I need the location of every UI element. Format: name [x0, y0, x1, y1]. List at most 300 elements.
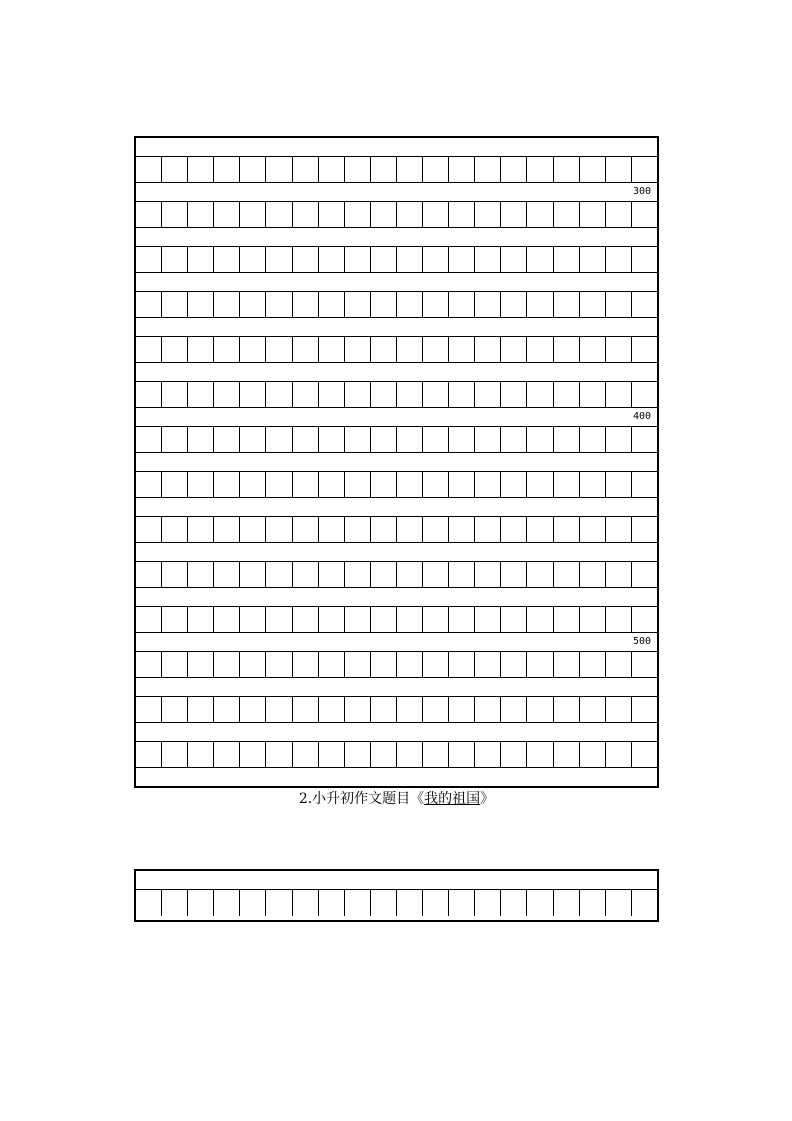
writing-cell[interactable]: [188, 247, 214, 272]
writing-cell[interactable]: [501, 247, 527, 272]
writing-cell[interactable]: [136, 202, 162, 227]
writing-cell[interactable]: [266, 562, 292, 587]
writing-cell[interactable]: [319, 517, 345, 542]
writing-cell[interactable]: [475, 292, 501, 317]
writing-cell[interactable]: [345, 742, 371, 767]
writing-cell[interactable]: [527, 247, 553, 272]
writing-cell[interactable]: [501, 157, 527, 182]
writing-cell[interactable]: [345, 517, 371, 542]
writing-cell[interactable]: [632, 652, 657, 677]
writing-cell[interactable]: [632, 890, 657, 916]
writing-cell[interactable]: [162, 697, 188, 722]
writing-cell[interactable]: [371, 562, 397, 587]
writing-cell[interactable]: [632, 742, 657, 767]
writing-cell[interactable]: [606, 247, 632, 272]
writing-cell[interactable]: [214, 202, 240, 227]
writing-cell[interactable]: [475, 517, 501, 542]
writing-cell[interactable]: [580, 742, 606, 767]
writing-cell[interactable]: [371, 652, 397, 677]
writing-cell[interactable]: [580, 157, 606, 182]
writing-cell[interactable]: [371, 337, 397, 362]
writing-cell[interactable]: [188, 607, 214, 632]
writing-cell[interactable]: [214, 247, 240, 272]
writing-cell[interactable]: [136, 292, 162, 317]
writing-cell[interactable]: [319, 472, 345, 497]
writing-cell[interactable]: [371, 742, 397, 767]
writing-cell[interactable]: [475, 427, 501, 452]
writing-cell[interactable]: [632, 607, 657, 632]
writing-cell[interactable]: [240, 337, 266, 362]
writing-cell[interactable]: [136, 607, 162, 632]
writing-cell[interactable]: [449, 157, 475, 182]
writing-cell[interactable]: [345, 337, 371, 362]
writing-cell[interactable]: [266, 652, 292, 677]
writing-cell[interactable]: [214, 652, 240, 677]
writing-cell[interactable]: [423, 157, 449, 182]
writing-cell[interactable]: [527, 652, 553, 677]
writing-cell[interactable]: [162, 652, 188, 677]
writing-cell[interactable]: [319, 157, 345, 182]
writing-cell[interactable]: [527, 697, 553, 722]
writing-cell[interactable]: [371, 247, 397, 272]
writing-cell[interactable]: [266, 607, 292, 632]
writing-cell[interactable]: [475, 607, 501, 632]
writing-cell[interactable]: [606, 292, 632, 317]
writing-cell[interactable]: [475, 652, 501, 677]
writing-cell[interactable]: [214, 890, 240, 916]
writing-cell[interactable]: [214, 157, 240, 182]
writing-cell[interactable]: [240, 742, 266, 767]
writing-cell[interactable]: [527, 382, 553, 407]
writing-cell[interactable]: [214, 427, 240, 452]
writing-cell[interactable]: [632, 562, 657, 587]
writing-cell[interactable]: [449, 652, 475, 677]
writing-cell[interactable]: [266, 517, 292, 542]
writing-cell[interactable]: [345, 562, 371, 587]
writing-cell[interactable]: [632, 472, 657, 497]
writing-cell[interactable]: [449, 382, 475, 407]
writing-cell[interactable]: [293, 742, 319, 767]
writing-cell[interactable]: [449, 292, 475, 317]
writing-cell[interactable]: [162, 517, 188, 542]
writing-cell[interactable]: [475, 337, 501, 362]
writing-cell[interactable]: [293, 247, 319, 272]
writing-cell[interactable]: [475, 697, 501, 722]
writing-cell[interactable]: [136, 337, 162, 362]
writing-cell[interactable]: [371, 427, 397, 452]
writing-cell[interactable]: [449, 472, 475, 497]
writing-cell[interactable]: [527, 517, 553, 542]
writing-cell[interactable]: [501, 472, 527, 497]
writing-cell[interactable]: [371, 697, 397, 722]
writing-cell[interactable]: [580, 292, 606, 317]
writing-cell[interactable]: [580, 607, 606, 632]
writing-cell[interactable]: [188, 382, 214, 407]
writing-cell[interactable]: [371, 517, 397, 542]
writing-cell[interactable]: [475, 157, 501, 182]
writing-cell[interactable]: [188, 427, 214, 452]
writing-cell[interactable]: [293, 697, 319, 722]
writing-cell[interactable]: [162, 742, 188, 767]
writing-cell[interactable]: [554, 517, 580, 542]
writing-cell[interactable]: [136, 562, 162, 587]
writing-cell[interactable]: [554, 697, 580, 722]
writing-cell[interactable]: [527, 562, 553, 587]
writing-cell[interactable]: [423, 652, 449, 677]
writing-cell[interactable]: [475, 247, 501, 272]
writing-cell[interactable]: [319, 742, 345, 767]
writing-cell[interactable]: [606, 427, 632, 452]
writing-cell[interactable]: [449, 337, 475, 362]
writing-cell[interactable]: [162, 202, 188, 227]
writing-cell[interactable]: [501, 697, 527, 722]
writing-cell[interactable]: [423, 562, 449, 587]
writing-cell[interactable]: [449, 247, 475, 272]
writing-cell[interactable]: [266, 697, 292, 722]
writing-cell[interactable]: [580, 562, 606, 587]
writing-cell[interactable]: [475, 202, 501, 227]
writing-cell[interactable]: [606, 202, 632, 227]
writing-cell[interactable]: [632, 157, 657, 182]
writing-cell[interactable]: [188, 697, 214, 722]
writing-cell[interactable]: [580, 247, 606, 272]
writing-cell[interactable]: [554, 472, 580, 497]
writing-cell[interactable]: [449, 562, 475, 587]
writing-cell[interactable]: [632, 202, 657, 227]
writing-cell[interactable]: [188, 562, 214, 587]
writing-cell[interactable]: [397, 562, 423, 587]
writing-cell[interactable]: [319, 427, 345, 452]
writing-cell[interactable]: [162, 292, 188, 317]
writing-cell[interactable]: [580, 202, 606, 227]
writing-cell[interactable]: [319, 697, 345, 722]
writing-cell[interactable]: [266, 292, 292, 317]
writing-cell[interactable]: [606, 697, 632, 722]
writing-cell[interactable]: [606, 652, 632, 677]
writing-cell[interactable]: [319, 652, 345, 677]
writing-cell[interactable]: [632, 382, 657, 407]
writing-cell[interactable]: [214, 292, 240, 317]
writing-cell[interactable]: [475, 472, 501, 497]
writing-cell[interactable]: [319, 247, 345, 272]
writing-cell[interactable]: [240, 382, 266, 407]
writing-cell[interactable]: [371, 472, 397, 497]
writing-cell[interactable]: [136, 247, 162, 272]
writing-cell[interactable]: [345, 292, 371, 317]
writing-cell[interactable]: [423, 697, 449, 722]
writing-cell[interactable]: [188, 517, 214, 542]
writing-cell[interactable]: [345, 890, 371, 916]
writing-cell[interactable]: [554, 742, 580, 767]
writing-cell[interactable]: [580, 382, 606, 407]
writing-cell[interactable]: [632, 517, 657, 542]
writing-cell[interactable]: [606, 562, 632, 587]
writing-cell[interactable]: [293, 202, 319, 227]
writing-cell[interactable]: [136, 652, 162, 677]
writing-cell[interactable]: [423, 890, 449, 916]
writing-cell[interactable]: [423, 337, 449, 362]
writing-cell[interactable]: [554, 607, 580, 632]
writing-cell[interactable]: [423, 427, 449, 452]
writing-cell[interactable]: [606, 517, 632, 542]
writing-cell[interactable]: [371, 202, 397, 227]
writing-cell[interactable]: [240, 517, 266, 542]
writing-cell[interactable]: [371, 607, 397, 632]
writing-cell[interactable]: [240, 202, 266, 227]
writing-cell[interactable]: [136, 157, 162, 182]
writing-cell[interactable]: [449, 890, 475, 916]
writing-cell[interactable]: [397, 517, 423, 542]
writing-cell[interactable]: [397, 890, 423, 916]
writing-cell[interactable]: [188, 337, 214, 362]
writing-cell[interactable]: [397, 157, 423, 182]
writing-cell[interactable]: [632, 697, 657, 722]
writing-cell[interactable]: [266, 382, 292, 407]
writing-cell[interactable]: [162, 247, 188, 272]
writing-cell[interactable]: [188, 202, 214, 227]
writing-cell[interactable]: [606, 472, 632, 497]
writing-cell[interactable]: [554, 202, 580, 227]
writing-cell[interactable]: [136, 382, 162, 407]
writing-cell[interactable]: [240, 607, 266, 632]
writing-cell[interactable]: [423, 517, 449, 542]
writing-cell[interactable]: [214, 517, 240, 542]
writing-cell[interactable]: [266, 890, 292, 916]
writing-cell[interactable]: [293, 517, 319, 542]
writing-cell[interactable]: [345, 472, 371, 497]
writing-cell[interactable]: [293, 607, 319, 632]
writing-cell[interactable]: [449, 697, 475, 722]
writing-cell[interactable]: [188, 890, 214, 916]
writing-cell[interactable]: [397, 202, 423, 227]
writing-cell[interactable]: [266, 337, 292, 362]
writing-cell[interactable]: [527, 337, 553, 362]
writing-cell[interactable]: [162, 382, 188, 407]
writing-cell[interactable]: [397, 427, 423, 452]
writing-cell[interactable]: [188, 742, 214, 767]
writing-cell[interactable]: [580, 652, 606, 677]
writing-cell[interactable]: [240, 697, 266, 722]
writing-cell[interactable]: [397, 337, 423, 362]
writing-cell[interactable]: [580, 427, 606, 452]
writing-cell[interactable]: [501, 742, 527, 767]
writing-cell[interactable]: [345, 202, 371, 227]
writing-cell[interactable]: [554, 890, 580, 916]
writing-cell[interactable]: [423, 607, 449, 632]
writing-cell[interactable]: [240, 890, 266, 916]
writing-cell[interactable]: [632, 337, 657, 362]
writing-cell[interactable]: [293, 292, 319, 317]
writing-cell[interactable]: [423, 292, 449, 317]
writing-cell[interactable]: [606, 890, 632, 916]
writing-cell[interactable]: [554, 652, 580, 677]
writing-cell[interactable]: [606, 157, 632, 182]
writing-cell[interactable]: [397, 697, 423, 722]
writing-cell[interactable]: [266, 472, 292, 497]
writing-cell[interactable]: [266, 427, 292, 452]
writing-cell[interactable]: [319, 292, 345, 317]
writing-cell[interactable]: [580, 337, 606, 362]
writing-cell[interactable]: [397, 292, 423, 317]
writing-cell[interactable]: [554, 427, 580, 452]
writing-cell[interactable]: [188, 292, 214, 317]
writing-cell[interactable]: [214, 562, 240, 587]
writing-cell[interactable]: [397, 742, 423, 767]
writing-cell[interactable]: [554, 247, 580, 272]
writing-cell[interactable]: [423, 742, 449, 767]
writing-cell[interactable]: [527, 890, 553, 916]
writing-cell[interactable]: [319, 382, 345, 407]
writing-cell[interactable]: [501, 562, 527, 587]
writing-cell[interactable]: [475, 742, 501, 767]
writing-cell[interactable]: [345, 157, 371, 182]
writing-cell[interactable]: [501, 337, 527, 362]
writing-cell[interactable]: [136, 427, 162, 452]
writing-cell[interactable]: [162, 562, 188, 587]
writing-cell[interactable]: [371, 890, 397, 916]
writing-cell[interactable]: [293, 427, 319, 452]
writing-cell[interactable]: [397, 472, 423, 497]
writing-cell[interactable]: [240, 427, 266, 452]
writing-cell[interactable]: [136, 517, 162, 542]
writing-cell[interactable]: [527, 202, 553, 227]
writing-cell[interactable]: [188, 652, 214, 677]
writing-cell[interactable]: [136, 890, 162, 916]
writing-cell[interactable]: [606, 742, 632, 767]
writing-cell[interactable]: [214, 472, 240, 497]
writing-cell[interactable]: [319, 337, 345, 362]
writing-cell[interactable]: [475, 890, 501, 916]
writing-cell[interactable]: [162, 337, 188, 362]
writing-cell[interactable]: [240, 157, 266, 182]
writing-cell[interactable]: [449, 607, 475, 632]
writing-cell[interactable]: [266, 742, 292, 767]
writing-cell[interactable]: [345, 427, 371, 452]
writing-cell[interactable]: [554, 562, 580, 587]
writing-cell[interactable]: [266, 202, 292, 227]
writing-cell[interactable]: [136, 697, 162, 722]
writing-cell[interactable]: [501, 607, 527, 632]
writing-cell[interactable]: [449, 202, 475, 227]
writing-cell[interactable]: [475, 382, 501, 407]
writing-cell[interactable]: [423, 202, 449, 227]
writing-cell[interactable]: [162, 607, 188, 632]
writing-cell[interactable]: [501, 292, 527, 317]
writing-cell[interactable]: [345, 607, 371, 632]
writing-cell[interactable]: [397, 247, 423, 272]
writing-cell[interactable]: [293, 337, 319, 362]
writing-cell[interactable]: [214, 697, 240, 722]
writing-cell[interactable]: [345, 382, 371, 407]
writing-cell[interactable]: [527, 472, 553, 497]
writing-cell[interactable]: [345, 652, 371, 677]
writing-cell[interactable]: [606, 607, 632, 632]
writing-cell[interactable]: [527, 427, 553, 452]
writing-cell[interactable]: [293, 890, 319, 916]
writing-cell[interactable]: [397, 607, 423, 632]
writing-cell[interactable]: [632, 427, 657, 452]
writing-cell[interactable]: [423, 382, 449, 407]
writing-cell[interactable]: [501, 382, 527, 407]
writing-cell[interactable]: [449, 517, 475, 542]
writing-cell[interactable]: [293, 562, 319, 587]
writing-cell[interactable]: [345, 697, 371, 722]
writing-cell[interactable]: [293, 157, 319, 182]
writing-cell[interactable]: [554, 337, 580, 362]
writing-cell[interactable]: [162, 427, 188, 452]
writing-cell[interactable]: [188, 472, 214, 497]
writing-cell[interactable]: [580, 472, 606, 497]
writing-cell[interactable]: [606, 382, 632, 407]
writing-cell[interactable]: [527, 742, 553, 767]
writing-cell[interactable]: [319, 607, 345, 632]
writing-cell[interactable]: [162, 472, 188, 497]
writing-cell[interactable]: [527, 157, 553, 182]
writing-cell[interactable]: [449, 427, 475, 452]
writing-cell[interactable]: [501, 517, 527, 542]
writing-cell[interactable]: [501, 890, 527, 916]
writing-cell[interactable]: [475, 562, 501, 587]
writing-cell[interactable]: [214, 337, 240, 362]
writing-cell[interactable]: [240, 247, 266, 272]
writing-cell[interactable]: [606, 337, 632, 362]
writing-cell[interactable]: [240, 472, 266, 497]
writing-cell[interactable]: [293, 652, 319, 677]
writing-cell[interactable]: [554, 292, 580, 317]
writing-cell[interactable]: [162, 890, 188, 916]
writing-cell[interactable]: [371, 382, 397, 407]
writing-cell[interactable]: [423, 247, 449, 272]
writing-cell[interactable]: [319, 202, 345, 227]
writing-cell[interactable]: [136, 742, 162, 767]
writing-cell[interactable]: [423, 472, 449, 497]
writing-cell[interactable]: [501, 202, 527, 227]
writing-cell[interactable]: [632, 292, 657, 317]
writing-cell[interactable]: [580, 890, 606, 916]
writing-cell[interactable]: [554, 382, 580, 407]
writing-cell[interactable]: [188, 157, 214, 182]
writing-cell[interactable]: [266, 157, 292, 182]
writing-cell[interactable]: [397, 652, 423, 677]
writing-cell[interactable]: [449, 742, 475, 767]
writing-cell[interactable]: [501, 427, 527, 452]
writing-cell[interactable]: [345, 247, 371, 272]
writing-cell[interactable]: [240, 292, 266, 317]
writing-cell[interactable]: [580, 697, 606, 722]
writing-cell[interactable]: [240, 652, 266, 677]
writing-cell[interactable]: [554, 157, 580, 182]
writing-cell[interactable]: [162, 157, 188, 182]
writing-cell[interactable]: [319, 890, 345, 916]
writing-cell[interactable]: [266, 247, 292, 272]
writing-cell[interactable]: [214, 607, 240, 632]
writing-cell[interactable]: [319, 562, 345, 587]
writing-cell[interactable]: [136, 472, 162, 497]
writing-cell[interactable]: [214, 742, 240, 767]
writing-cell[interactable]: [293, 382, 319, 407]
writing-cell[interactable]: [240, 562, 266, 587]
writing-cell[interactable]: [214, 382, 240, 407]
writing-cell[interactable]: [580, 517, 606, 542]
writing-cell[interactable]: [371, 292, 397, 317]
writing-cell[interactable]: [501, 652, 527, 677]
writing-cell[interactable]: [397, 382, 423, 407]
writing-cell[interactable]: [632, 247, 657, 272]
writing-cell[interactable]: [371, 157, 397, 182]
writing-cell[interactable]: [527, 607, 553, 632]
writing-cell[interactable]: [527, 292, 553, 317]
writing-cell[interactable]: [293, 472, 319, 497]
